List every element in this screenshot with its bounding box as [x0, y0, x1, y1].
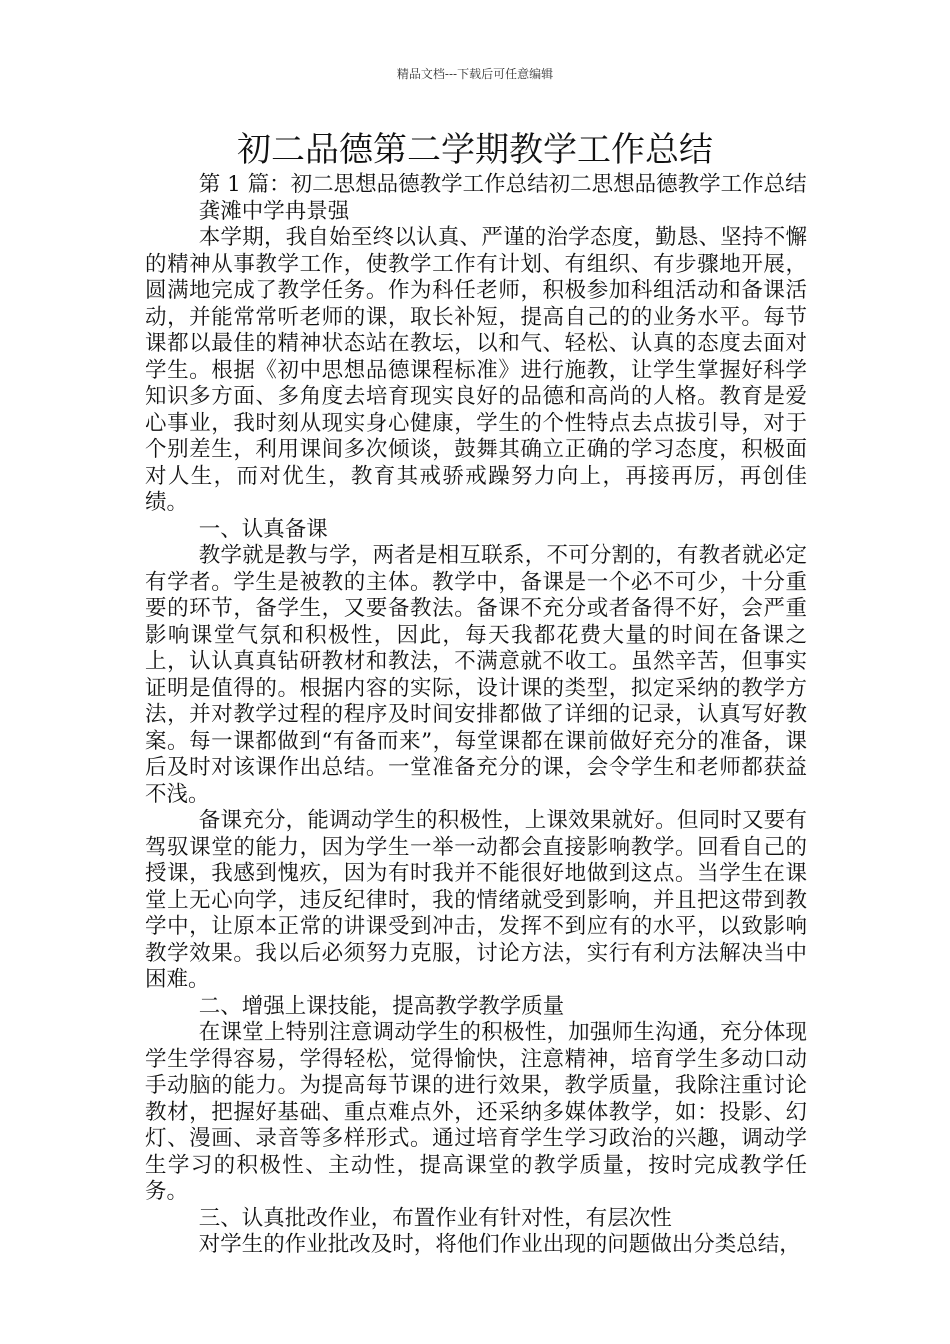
section-heading: 一、认真备课: [198, 516, 328, 542]
body-paragraph: 本学期，我自始至终以认真、严谨的治学态度，勤恳、坚持不懈的精神从事教学工作，使教学工作有计划、有组织、有步骤地开展，圆满地完成了教学任务。作为科任老师，积极参加科组活动和备课活动，并能常常听老师的课，取长补短，提高自己的的业务水平。每节课都以最佳的精神状态站在教坛，以和气、轻松、认真的态度去面对学生。根据《初中思想品德课程标准》进行施教，让学生掌握好科学知识多方面、多角度去培育现实良好的品德和高尚的人格。教育是爱心事业，我时刻从现实身心健康，学生的个性特点去点拔引导，对于个别差生，利用课间多次倾谈，鼓舞其确立正确的学习态度，积极面对人生，而对优生，教育其戒骄戒躁努力向上，再接再厉，再创佳绩。: [145, 225, 807, 515]
section-heading: 二、增强上课技能，提高教学教学质量: [198, 993, 565, 1019]
document-body: [145, 172, 807, 1259]
subtitle-paragraph: 第 1 篇：初二思想品德教学工作总结初二思想品德教学工作总结: [198, 172, 807, 197]
body-paragraph: 教学就是教与学，两者是相互联系，不可分割的，有教者就必定有学者。学生是被教的主体。教学中，备课是一个必不可少，十分重要的环节，备学生，又要备教法。备课不充分或者备得不好，会严重影响课堂气氛和积极性，因此，每天我都花费大量的时间在备课之上，认认真真钻研教材和教法，不满意就不收工。虽然辛苦，但事实证明是值得的。根据内容的实际，设计课的类型，拟定采纳的教学方法，并对教学过程的程序及时间安排都做了详细的记录，认真写好教案。每一课都做到“有备而来”，每堂课都在课前做好充分的准备，课后及时对该课作出总结。一堂准备充分的课，会令学生和老师都获益不浅。: [145, 543, 807, 807]
page-header-note: 精品文档---下载后可任意编辑: [396, 67, 554, 81]
author-line: 龚滩中学冉景强: [198, 198, 350, 224]
body-paragraph: 备课充分，能调动学生的积极性，上课效果就好。但同时又要有驾驭课堂的能力，因为学生一举一动都会直接影响教学。回看自己的授课，我感到愧疚，因为有时我并不能很好地做到这点。当学生在课堂上无心向学，违反纪律时，我的情绪就受到影响，并且把这带到教学中，让原本正常的讲课受到冲击，发挥不到应有的水平，以致影响教学效果。我以后必须努力克服，讨论方法，实行有利方法解决当中困难。: [145, 808, 807, 992]
body-paragraph: 对学生的作业批改及时，将他们作业出现的问题做出分类总结，: [198, 1232, 801, 1257]
body-paragraph: 在课堂上特别注意调动学生的积极性，加强师生沟通，充分体现学生学得容易，学得轻松，觉得愉快，注意精神，培育学生多动口动手动脑的能力。为提高每节课的进行效果，教学质量，我除注重讨论教材，把握好基础、重点难点外，还采纳多媒体教学，如：投影、幻灯、漫画、录音等多样形式。通过培育学生学习政治的兴趣，调动学生学习的积极性、主动性，提高课堂的教学质量，按时完成教学任务。: [145, 1020, 807, 1204]
document-title: 初二品德第二学期教学工作总结: [237, 130, 713, 170]
section-heading: 三、认真批改作业，布置作业有针对性，有层次性: [198, 1205, 672, 1231]
